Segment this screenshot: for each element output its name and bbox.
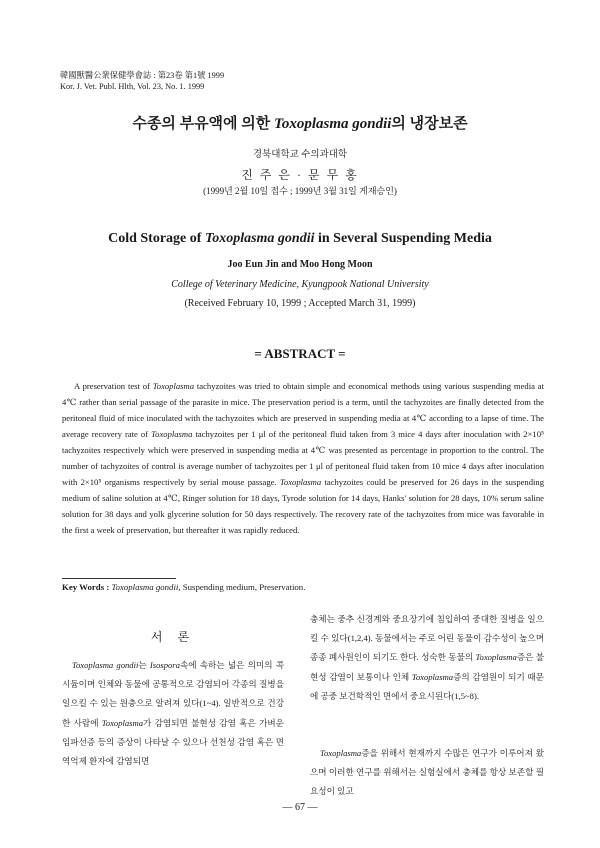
keywords-label: Key Words : [62, 582, 112, 592]
korean-authors: 진 주 은 · 문 무 홍 [241, 168, 359, 182]
korean-title: 수종의 부유액에 의한 Toxoplasma gondii의 냉장보존 [132, 116, 468, 132]
keywords: Key Words : Toxoplasma gondii, Suspending medium, Preservation. [62, 582, 306, 592]
intro-left-column: Toxoplasma gondii는 Isospora속에 속하는 넓은 의미의 콕시듐이며 인체와 동물에 공통적으로 감염되어 각종의 질병을 일으킬 수 있는 원충으로 알려져 있다(1~4). 일반적으로 건강한 사람에 Toxoplasma가 감염되면 불현성 감염 혹은 가벼운 임파선증 등의 증상이 나타날 수 있으나 선천성 감염 혹은 면역억제 환자에 감염되면 [62, 660, 284, 767]
korean-received-dates: (1999년 2월 10일 접수 ; 1999년 3월 31일 게재승인) [203, 186, 397, 196]
intro-right-column-paragraph-1: 충체는 중추 신경계와 중요장기에 침입하여 중대한 질병을 일으킬 수 있다(1,2,4). 동물에서는 주로 어린 동물이 감수성이 높으며 종종 폐사원인이 되기도 한다. 성숙한 동물의 Toxoplasma증은 불현성 감염이 보통이나 인체 Toxoplasma증의 감염원이 되기 때문에 공중 보건학적인 면에서 중요시된다(1,5~8). [310, 614, 544, 701]
journal-header [60, 70, 224, 92]
korean-affiliation: 경북대학교 수의과대학 [252, 150, 348, 160]
section-heading-introduction: 서 론 [150, 630, 196, 644]
keywords-divider [62, 578, 176, 579]
abstract-body: A preservation test of Toxoplasma tachyzoites was tried to obtain simple and economical methods using various suspending media at 4℃ rather than serial passage of the parasite in mice. The preservation period is a term, until the tachyzoites are finally detected from the peritoneal fluid of mice inoculated with the tachyzoites which are preserved in suspending media at 4℃ according to a lapse of time. The average recovery rate of Toxoplasma tachyzoites per 1 μl of the peritoneal fluid taken from 3 mice 4 days after inoculation with 2×10⁵ tachyzoites respectively which were preserved in suspending media at 4℃ was presented as percentage in proportion to the control. The number of tachyzoites of control is average number of tachyzoites per 1 μl of peritoneal fluid taken from 10 mice 4 days after inoculation with 2×10⁵ organisms respectively by serial mouse passage. Toxoplasma tachyzoites could be preserved for 26 days in the suspending medium of saline solution at 4℃, Ringer solution for 18 days, Tyrode solution for 14 days, Hanks' solution for 28 days, 10% serum saline solution for 38 days and yolk glycerine solution for 50 days respectively. The recovery rate of the tachyzoites from mice was favorable in the first a week of preservation, but thereafter it was rapidly reduced. [62, 381, 545, 536]
page-number: — 67 — [282, 802, 318, 813]
journal-line-english: Kor. J. Vet. Publ. Hlth, Vol. 23, No. 1. 1999 [60, 82, 205, 91]
intro-right-column-paragraph-2: Toxoplasma증을 위해서 현재까지 수많은 연구가 이루어져 왔으며 이러한 연구를 위해서는 실험실에서 충체를 항상 보존할 필요성이 있고 [310, 748, 544, 797]
english-received-dates: (Received February 10, 1999 ; Accepted March 31, 1999) [184, 298, 416, 309]
abstract-heading: = ABSTRACT = [254, 346, 346, 361]
english-title: Cold Storage of Toxoplasma gondii in Several Suspending Media [108, 231, 492, 246]
english-affiliation: College of Veterinary Medicine, Kyungpook National University [171, 279, 429, 290]
journal-line-korean: 韓國獸醫公衆保健學會誌 : 第23卷 第1號 1999 [60, 71, 225, 80]
english-authors: Joo Eun Jin and Moo Hong Moon [227, 259, 373, 270]
